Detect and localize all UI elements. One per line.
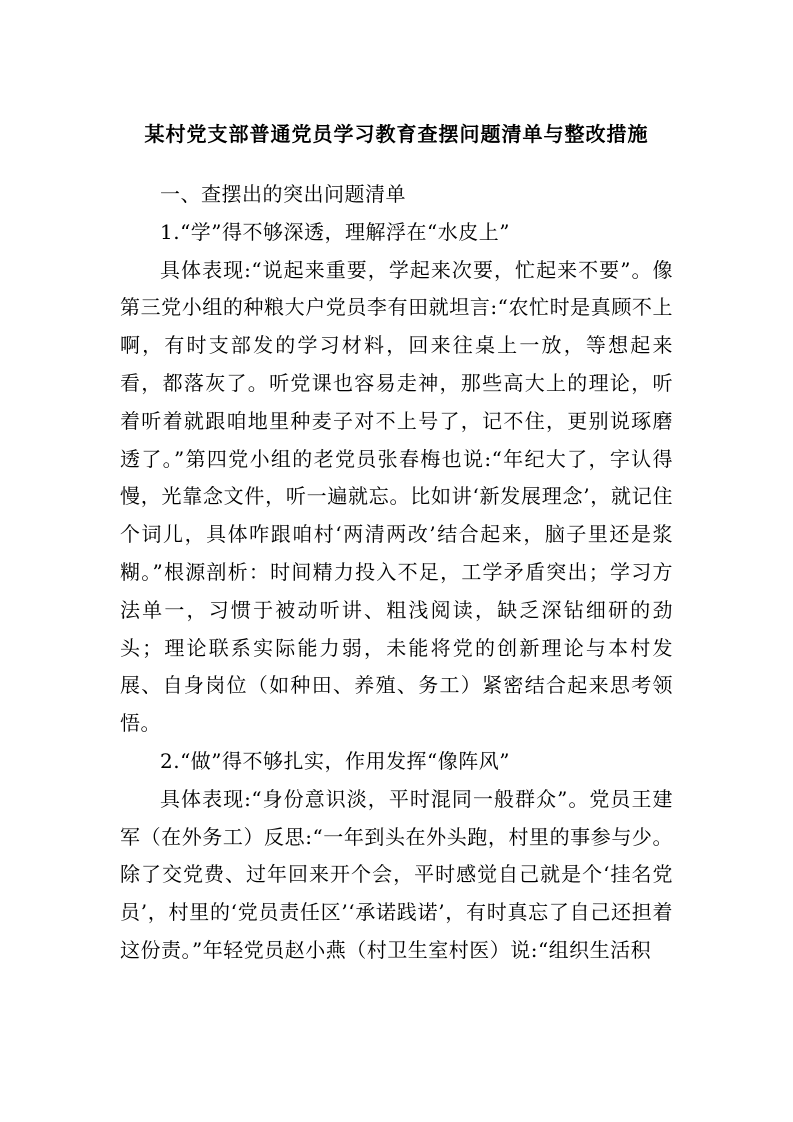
body-paragraph: 具体表现:“说起来重要，学起来次要，忙起来不要”。像第三党小组的种粮大户党员李有田就坦言:“农忙时是真顾不上啊，有时支部发的学习材料，回来往桌上一放，等想起来看，都落灰了。听党课也容易走神，那些高大上的理论，听着听着就跟咱地里种麦子对不上号了，记不住，更别说琢磨透了。”第四党小组的老党员张春梅也说:“年纪大了，字认得慢，光靠念文件，听一遍就忘。比如讲‘新发展理念’，就记住个词儿，具体咋跟咱村‘两清两改’结合起来，脑子里还是浆糊。”根源剖析：时间精力投入不足，工学矛盾突出；学习方法单一，习惯于被动听讲、粗浅阅读，缺乏深钻细研的劲头；理论联系实际能力弱，未能将党的创新理论与本村发展、自身岗位（如种田、养殖、务工）紧密结合起来思考领悟。 [120,257,673,736]
body-paragraph: 具体表现:“身份意识淡，平时混同一般群众”。党员王建军（在外务工）反思:“一年到头在外头跑，村里的事参与少。除了交党费、过年回来开个会，平时感觉自己就是个‘挂名党员’，村里的‘党员责任区’‘承诺践诺’，有时真忘了自己还担着这份责。”年轻党员赵小燕（村卫生室村医）说:“组织生活积 [120,786,673,962]
subsection-heading: 1.“学”得不够深透，理解浮在“水皮上” [160,219,510,244]
section-heading: 一、查摆出的突出问题清单 [160,182,406,206]
document-title: 某村党支部普通党员学习教育查摆问题清单与整改措施 [144,122,649,146]
document-body [120,176,673,970]
subsection-heading: 2.“做”得不够扎实，作用发挥“像阵风” [160,748,510,773]
